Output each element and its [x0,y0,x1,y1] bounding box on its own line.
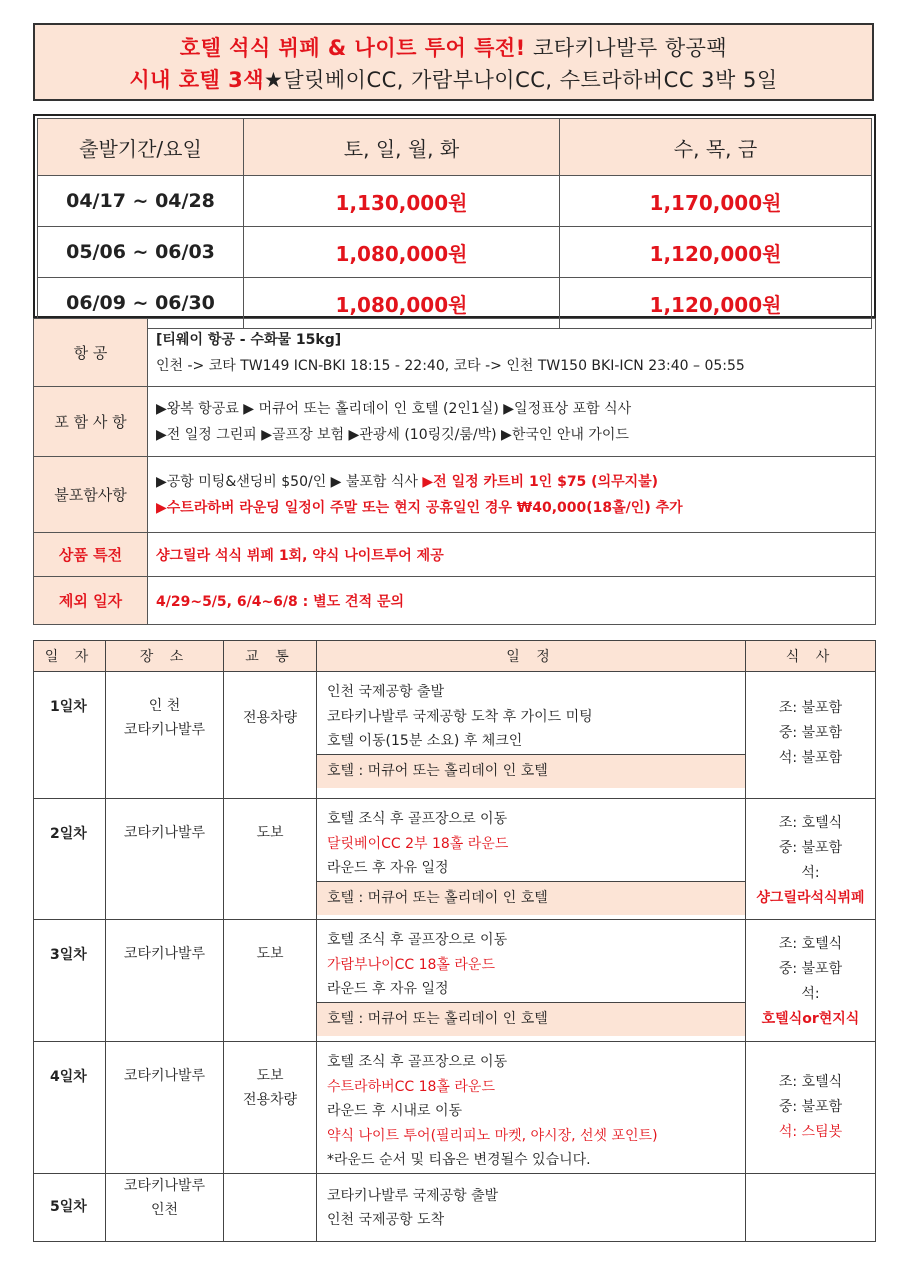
itinerary-line: 인천 국제공항 출발 [327,684,445,700]
title-line-1 [35,32,872,64]
day-transport [224,1173,317,1241]
meal-dinner: 석: [801,986,820,1002]
meal-dinner: 석: [801,865,820,881]
place-line: 인 천 [148,698,181,714]
itinerary-line: 코타키나발루 국제공항 출발 [327,1187,499,1204]
day-label: 1일차 [34,672,106,799]
flight-label: 항 공 [34,319,148,387]
day-meals [746,920,876,1042]
day-row [34,1042,876,1174]
exclude-dates-row [34,577,876,625]
price-row [38,176,872,227]
exclude-line-1-highlight: ▶전 일정 카트비 1인 $75 (의무지불) [422,473,659,490]
price-period: 05/06 ~ 06/03 [38,227,244,278]
itinerary-items [317,799,745,881]
day-place [106,672,224,799]
itinerary-line: 라운드 후 시내로 이동 [327,1103,463,1119]
hotel-note: 호텔 : 머큐어 또는 홀리데이 인 호텔 [317,881,745,915]
hotel-note: 호텔 : 머큐어 또는 홀리데이 인 호텔 [317,754,745,788]
title-line-2 [35,64,872,96]
meal-breakfast: 조: 호텔식 [778,936,843,952]
day-meals [746,1173,876,1241]
day-place [106,799,224,920]
itinerary-items [317,1174,745,1233]
day-row [34,799,876,920]
day-label: 5일차 [34,1173,106,1241]
header-place: 장 소 [106,641,224,672]
day-label: 2일차 [34,799,106,920]
itinerary-items [317,672,745,754]
special-text: 샹그릴라 석식 뷔페 1회, 약식 나이트투어 제공 [148,533,876,577]
place-line: 코타키나발루 [123,825,206,841]
title-box [33,23,874,101]
include-line-1: ▶왕복 항공료 ▶ 머큐어 또는 홀리데이 인 호텔 (2인1실) ▶일정표상 포함 식사 [156,400,632,417]
day-row [34,920,876,1042]
price-table-frame [33,114,876,318]
price-table [37,118,872,329]
day-itinerary [317,1173,746,1241]
itinerary-note: *라운드 순서 및 티옵은 변경될수 있습니다. [327,1152,591,1168]
title-highlight-2: 시내 호텔 3색 [129,68,264,92]
title-highlight-1: 호텔 석식 뷔페 & 나이트 투어 특전! [179,36,526,60]
itinerary-line: 약식 나이트 투어(필리피노 마켓, 야시장, 선셋 포인트) [327,1127,658,1144]
include-row [34,387,876,457]
exclude-info [148,457,876,533]
day-row [34,1173,876,1241]
transport-line: 도보 [256,946,284,962]
itinerary-line: 호텔 조식 후 골프장으로 이동 [327,932,508,948]
exclude-label: 불포함사항 [34,457,148,533]
exclude-line-2: ▶수트라하버 라운딩 일정이 주말 또는 현지 공휴일인 경우 ₩40,000(18홀/인) 추가 [156,499,683,516]
day-place [106,1042,224,1174]
price-weekday: 1,120,000원 [560,227,872,278]
header-itinerary: 일 정 [317,641,746,672]
place-line: 코타키나발루 [123,722,206,738]
day-transport [224,920,317,1042]
day-itinerary [317,920,746,1042]
itinerary-items [317,1042,745,1173]
info-table [33,318,876,625]
day-place [106,920,224,1042]
header-meal: 식 사 [746,641,876,672]
include-label: 포 함 사 항 [34,387,148,457]
price-row [38,227,872,278]
exclude-line-1-text: ▶공항 미팅&샌딩비 $50/인 ▶ 불포함 식사 [156,473,423,490]
place-line: 코타키나발루 [123,946,206,962]
special-label: 상품 특전 [34,533,148,577]
transport-line: 전용차량 [242,1092,298,1108]
meal-lunch: 중: 불포함 [778,840,843,856]
day-place [106,1173,224,1241]
header-transport: 교 통 [224,641,317,672]
itinerary-line: 달릿베이CC 2부 18홀 라운드 [327,835,509,852]
itinerary-line: 호텔 조식 후 골프장으로 이동 [327,1054,508,1070]
itinerary-line: 호텔 조식 후 골프장으로 이동 [327,811,508,827]
hotel-note: 호텔 : 머큐어 또는 홀리데이 인 호텔 [317,1002,745,1036]
day-label: 4일차 [34,1042,106,1174]
meal-dinner: 석: 스팀봇 [778,1124,843,1140]
meal-lunch: 중: 불포함 [778,961,843,977]
flight-info [148,319,876,387]
price-header-weekend: 토, 일, 월, 화 [244,119,560,176]
itinerary-line: 수트라하버CC 18홀 라운드 [327,1078,495,1095]
meal-breakfast: 조: 호텔식 [778,815,843,831]
transport-line: 전용차량 [242,710,298,726]
itinerary-line: 가람부나이CC 18홀 라운드 [327,956,495,973]
itinerary-line: 라운드 후 자유 일정 [327,981,449,997]
price-period: 04/17 ~ 04/28 [38,176,244,227]
exclude-dates-text: 4/29~5/5, 6/4~6/8 : 별도 견적 문의 [148,577,876,625]
meal-dinner-detail: 호텔식or현지식 [761,1011,860,1027]
itinerary-line: 코타키나발루 국제공항 도착 후 가이드 미팅 [327,708,593,725]
itinerary-line: 인천 국제공항 도착 [327,1212,445,1228]
schedule-table [33,640,876,1242]
exclude-row [34,457,876,533]
day-transport [224,672,317,799]
transport-line: 도보 [256,1068,284,1084]
meal-lunch: 중: 불포함 [778,1099,843,1115]
day-itinerary [317,1042,746,1174]
title-text-2: ★달릿베이CC, 가람부나이CC, 수트라하버CC 3박 5일 [264,68,778,92]
place-line: 코타키나발루 [123,1068,206,1084]
flight-line-2: 인천 -> 코타 TW149 ICN-BKI 18:15 - 22:40, 코타 -> 인천 TW150 BKI-ICN 23:40 – 05:55 [156,357,745,374]
header-day: 일 자 [34,641,106,672]
day-row [34,672,876,799]
include-line-2: ▶전 일정 그린피 ▶골프장 보험 ▶관광세 (10링깃/룸/박) ▶한국인 안내 가이드 [156,426,629,443]
meal-lunch: 중: 불포함 [778,725,843,741]
schedule-header-row [34,641,876,672]
title-text-1: 코타키나발루 항공팩 [525,36,728,60]
price-weekday: 1,170,000원 [560,176,872,227]
itinerary-line: 호텔 이동(15분 소요) 후 체크인 [327,733,523,749]
day-transport [224,1042,317,1174]
day-itinerary [317,672,746,799]
price-header-row [38,119,872,176]
price-header-weekday: 수, 목, 금 [560,119,872,176]
day-label: 3일차 [34,920,106,1042]
exclude-line-1 [156,469,867,495]
include-info [148,387,876,457]
price-weekend: 1,080,000원 [244,278,560,329]
meal-dinner-detail: 샹그릴라석식뷔페 [756,890,865,906]
transport-line: 도보 [256,825,284,841]
price-weekend: 1,130,000원 [244,176,560,227]
day-meals [746,799,876,920]
price-weekend: 1,080,000원 [244,227,560,278]
place-line: 코타키나발루 [123,1177,206,1194]
itinerary-line: 라운드 후 자유 일정 [327,860,449,876]
exclude-dates-label: 제외 일자 [34,577,148,625]
itinerary-items [317,920,745,1002]
price-period: 06/09 ~ 06/30 [38,278,244,329]
day-transport [224,799,317,920]
price-weekday: 1,120,000원 [560,278,872,329]
flight-row [34,319,876,387]
flight-line-1: [티웨이 항공 - 수화물 15kg] [156,331,342,348]
day-meals [746,1042,876,1174]
day-meals [746,672,876,799]
special-row [34,533,876,577]
meal-dinner: 석: 불포함 [778,750,843,766]
meal-breakfast: 조: 불포함 [778,700,843,716]
place-line: 인천 [150,1201,179,1218]
day-itinerary [317,799,746,920]
meal-breakfast: 조: 호텔식 [778,1074,843,1090]
price-header-period: 출발기간/요일 [38,119,244,176]
